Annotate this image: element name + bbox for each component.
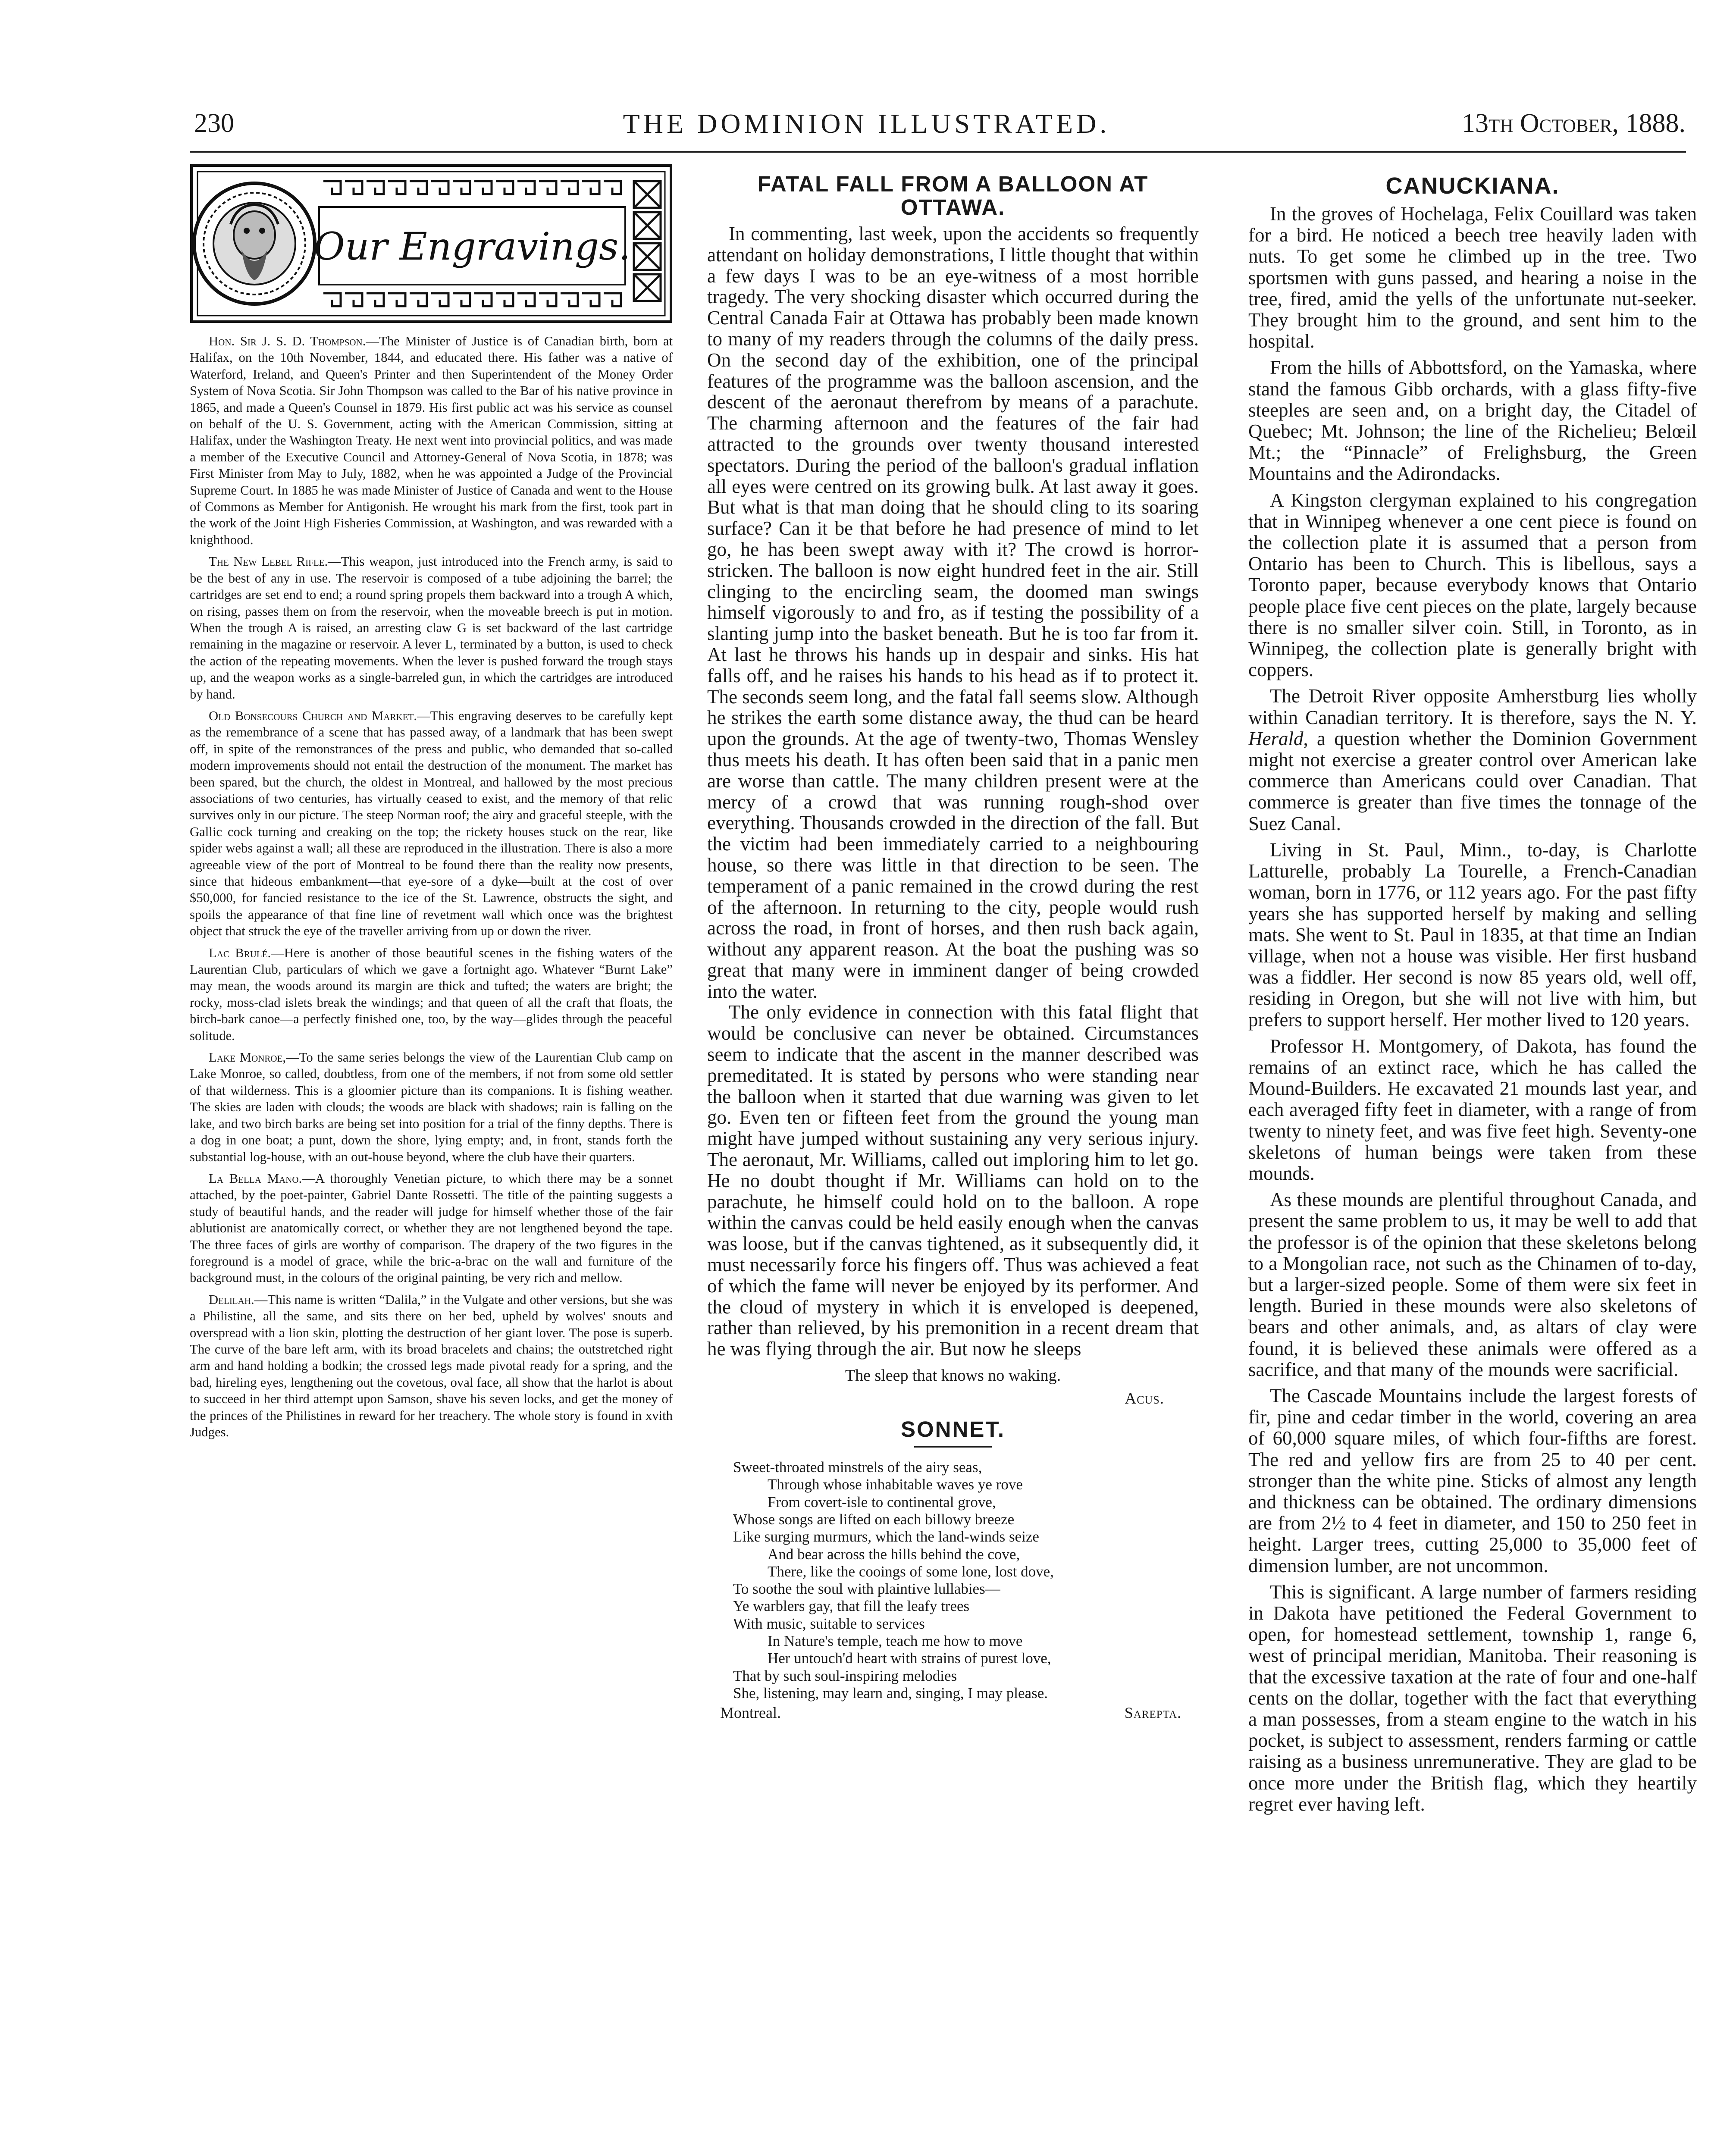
engraving-paragraph (190, 1170, 673, 1286)
face-medallion-icon (194, 183, 315, 304)
poem-line: Her untouch'd heart with strains of purest love, (768, 1650, 1051, 1667)
article-title: FATAL FALL FROM A BALLOON AT OTTAWA. (757, 172, 1149, 219)
engraving-paragraph (190, 333, 673, 548)
poem-line: She, listening, may learn and, singing, I may please. (733, 1684, 1048, 1702)
newspaper-name: Herald (1248, 727, 1304, 749)
news-text: The Detroit River opposite Amherstburg lies wholly within Canadian territory. It is therefore, says the N. Y. (1248, 685, 1697, 728)
page-number: 230 (194, 109, 234, 138)
news-item: The Cascade Mountains include the largest forests of fir, pine and cedar timber in the world, covering an area of 60,000 square miles, of which four-fifths are forest. The red and yellow firs are from 25 to 40 per cent. stronger than the white pine. Sticks of almost any length and thickness can be obtained. The ordinary dimensions are from 2½ to 4 feet in diameter, and 150 to 250 feet in height. Larger trees, cutting 25,000 to 35,000 feet of dimension lumber, are not uncommon. (1248, 1385, 1697, 1576)
paragraph-text: —This weapon, just introduced into the French army, is said to be the best of any in use. The reservoir is composed of a tube adjoining the barrel; the cartridges are set end to end; a round spring propels them backward into a trough A which, on rising, passes them on from the reservoir, when the moveable breech is put in motion. When the trough A is raised, an arresting claw G is set backward of the last cartridge remaining in the magazine or reservoir. A lever L, terminated by a button, is used to check the action of the repeating movements. When the lever is pushed forward the trough stays up, and the weapon works as a single-barreled gun, in which the cartridges are introduced by hand. (190, 554, 673, 702)
paragraph-lead: Lake Monroe, (209, 1050, 286, 1065)
paragraph-text: —A thoroughly Venetian picture, to which there may be a sonnet attached, by the poet-painter, Gabriel Dante Rossetti. The title of the painting suggests a study of beautiful hands, and the reader will judge for himself whether those of the fair ablutionist are anatomically correct, or whether they are not lengthened beyond the tape. The three faces of girls are worthy of comparison. The drapery of the two figures in the foreground is a model of grace, while the bric-a-brac on the wall and furniture of the background must, in the colours of the original painting, be very rich and mellow. (190, 1171, 673, 1285)
engraving-paragraph (190, 708, 673, 940)
article-signature: Acus. (1125, 1390, 1164, 1408)
news-item (1248, 686, 1697, 834)
closing-quote: The sleep that knows no waking. (845, 1366, 1061, 1385)
paragraph-lead: Old Bonsecours Church and Market. (209, 708, 417, 723)
poem-line: Ye warblers gay, that fill the leafy trees (733, 1598, 970, 1615)
paragraph-lead: The New Lebel Rifle. (209, 554, 328, 569)
news-item: Professor H. Montgomery, of Dakota, has found the remains of an extinct race, which he has called the Mound-Builders. He excavated 21 mounds last year, and each averaged fifty feet in diameter, with a range of from twenty to ninety feet, and was five feet high. Seventy-one skeletons of human beings were taken from these mounds. (1248, 1035, 1697, 1184)
balloon-column (707, 164, 1199, 1722)
engraving-paragraph (190, 553, 673, 702)
engraving-paragraph (190, 1291, 673, 1441)
engravings-column (190, 164, 673, 1445)
sonnet-poem (707, 1459, 1199, 1702)
x-box-ornament (634, 181, 661, 301)
engravings-banner (190, 164, 673, 323)
paragraph-text: —To the same series belongs the view of the Laurentian Club camp on Lake Monroe, so called, doubtless, from one of the members, if not from some old settler of that wilderness. This is a gloomier picture than its companions. It is fishing weather. The skies are laden with clouds; the woods are black with shadows; rain is falling on the lake, and two birch barks are being set into position for a trial of the finny depths. There is a dog in one boat; a punt, down the shore, lying empty; and, in front, stands forth the substantial log-house, with an out-house beyond, where the club have their quarters. (190, 1050, 673, 1164)
engraving-paragraph (190, 945, 673, 1044)
poem-line: In Nature's temple, teach me how to move (768, 1633, 1023, 1649)
news-item: This is significant. A large number of farmers residing in Dakota have petitioned the Federal Government to open, for homestead settlement, township 1, range 6, west of principal meridian, Manitoba. Their reasoning is that the excessive taxation at the rate of four and one-half cents on the dollar, together with the fact that everything a man possesses, from a steam engine to the watch in his pocket, is subject to assessment, renders farming or cattle raising as a business unremunerative. They are glad to be once more under the British flag, which they heartily regret ever having left. (1248, 1581, 1697, 1815)
news-item: A Kingston clergyman explained to his congregation that in Winnipeg whenever a one cent piece is found on the collection plate it is assumed that a person from Ontario has been to Church. This is libellous, says a Toronto paper, because everybody knows that Ontario people place five cent pieces on the plate, largely because there is no smaller silver coin. Still, in Toronto, as in Winnipeg, the collection plate is generally bright with coppers. (1248, 489, 1697, 681)
paragraph-text: —Here is another of those beautiful scenes in the fishing waters of the Laurentian Club, particulars of which we gave a fortnight ago. Whatever “Burnt Lake” may mean, the woods around its margin are thick and tufted; the waters are bright; the rocky, moss-clad islets break the windings; and that queen of all the craft that floats, the birch-bark canoe—a perfectly finished one, too, by the way—glides through the peaceful solitude. (190, 945, 673, 1043)
issue-date: 13th October, 1888. (1462, 109, 1686, 138)
sonnet-title: SONNET. (900, 1417, 1006, 1442)
poem-line: Whose songs are lifted on each billowy breeze (733, 1510, 1015, 1528)
poem-line: That by such soul-inspiring melodies (733, 1667, 957, 1684)
header-rule (190, 151, 1686, 153)
poem-line: Like surging murmurs, which the land-winds seize (733, 1528, 1039, 1545)
poem-line: And bear across the hills behind the cove, (768, 1545, 1020, 1563)
poem-line: With music, suitable to services (733, 1615, 925, 1632)
masthead: THE DOMINION ILLUSTRATED. (623, 108, 1110, 139)
paragraph-text: —This name is written “Dalila,” in the Vulgate and other versions, but she was a Philistine, all the same, and sits there on her bed, upheld by wolves' snouts and overspread with a lion skin, plotting the destruction of her giant lover. The pose is superb. The curve of the bare left arm, with its broad bracelets and chains; the outstretched right arm and hand holding a bodkin; the crossed legs made pivotal ready for a spring, and the bad, hireling eyes, lengthening out the covetous, oval face, all show that the harlot is about to succeed in her third attempt upon Samson, shave his seven locks, and get the money of the princes of the Philistines in reward for her treachery. The whole story is found in xvith Judges. (190, 1292, 673, 1439)
news-item: From the hills of Abbottsford, on the Yamaska, where stand the famous Gibb orchards, with a glass fifty-five steeples are seen and, on a bright day, the Citadel of Quebec; Mt. Johnson; the line of the Richelieu; Belœil Mt.; the “Pinnacle” of Frelighsburg, the Green Mountains and the Adirondacks. (1248, 357, 1697, 485)
poem-line: There, like the cooings of some lone, lost dove, (768, 1563, 1054, 1580)
poem-line: To soothe the soul with plaintive lullabies— (733, 1580, 1000, 1598)
paragraph-lead: Delilah. (209, 1292, 254, 1307)
sonnet-author: Sarepta. (1124, 1704, 1181, 1722)
engraving-paragraph (190, 1049, 673, 1165)
article-paragraph: The only evidence in connection with this fatal flight that would be conclusive can never be obtained. Circumstances seem to indicate that the ascent in the manner described was premeditated. It is stated by persons who were standing near the balloon when it started that due warning was given to let go. Even ten or fifteen feet from the ground the young man might have jumped without sustaining any very serious injury. The aeronaut, Mr. Williams, called out imploring him to let go. He no doubt thought if Mr. Williams can hold on to the parachute, he himself could hold on to the balloon. A rope within the canvas could be held easily enough when the canvas was loose, but if the canvas tightened, as it subsequently did, it must necessarily force his fingers off. Thus was achieved a feat of which the fame will never be enjoyed by its performer. And the cloud of mystery in which it is enveloped is deepened, rather than relieved, by his premonition in a recent dream that he was flying through the air. But now he sleeps (707, 1001, 1199, 1360)
title-rule (914, 1446, 992, 1448)
news-text: , a question whether the Dominion Government might not exercise a greater control over American lake commerce than Americans could over Canadian. That commerce is greater than five times the tonnage of the Suez Canal. (1248, 727, 1697, 834)
news-item: Living in St. Paul, Minn., to-day, is Charlotte Latturelle, probably La Tourelle, a French-Canadian woman, born in 1776, or 112 years ago. For the past fifty years she has supported herself by making and selling mats. She went to St. Paul in 1835, at that time an Indian village, when not a house was visible. Her first husband was a fiddler. Her second is now 85 years old, well off, residing in Oregon, but she will not live with him, but prefers to support herself. Her mother lived to 120 years. (1248, 839, 1697, 1031)
section-title: CANUCKIANA. (1385, 173, 1560, 199)
paragraph-text: —This engraving deserves to be carefully kept as the remembrance of a scene that has passed away, of a landmark that has been swept off, in spite of the remonstrances of the press and public, who demanded that so-called modern improvements should not entail the destruction of the monument. The market has been spared, but the church, the oldest in Montreal, and hallowed by the most precious associations of two centuries, has virtually ceased to exist, and the memory of that relic survives only in our picture. The steep Norman roof; the airy and graceful steeple, with the Gallic cock turning and creaking on the top; the rickety houses stuck on the rear, like spider webs against a wall; all these are reproduced in the illustration. There is also a more agreeable view of the port of Montreal to be found there than the reality now presents, since that hideous embankment—that eye-sore of a dyke—built at the cost of over $50,000, for fancied resistance to the ice of the St. Lawrence, obstructs the sight, and spoils the appearance of that fine line of revetment wall which once was the brightest object that struck the eye of the traveller arriving from up or down the river. (190, 708, 673, 939)
canuckiana-column (1248, 164, 1697, 1820)
paragraph-lead: Lac Brulé. (209, 945, 271, 960)
news-item: In the groves of Hochelaga, Felix Couillard was taken for a bird. He noticed a beech tree heavily laden with nuts. To get some he climbed up in the tree. Two sportsmen with guns passed, and hearing a noise in the tree, fired, amid the yells of the unfortunate nut-seeker. They brought him to the ground, and sent him to the hospital. (1248, 203, 1697, 352)
paragraph-lead: La Bella Mano. (209, 1171, 302, 1186)
poem-line: Through whose inhabitable waves ye rove (768, 1476, 1023, 1493)
poem-line: From covert-isle to continental grove, (768, 1493, 996, 1510)
news-item: As these mounds are plentiful throughout Canada, and present the same problem to us, it may be well to add that the professor is of the opinion that these skeletons belong to a Mongolian race, not such as the Chinamen of to-day, but a larger-sized people. Some of them were six feet in length. Buried in these mounds were also skeletons of bears and other animals, and, as altars of clay were found, it is believed these animals were offered as a sacrifice, and that many of the mounds were sacrificial. (1248, 1189, 1697, 1380)
paragraph-lead: Hon. Sir J. S. D. Thompson. (209, 334, 366, 348)
poem-line: Sweet-throated minstrels of the airy seas, (733, 1459, 982, 1476)
sonnet-footer (720, 1704, 1199, 1722)
paragraph-text: —The Minister of Justice is of Canadian birth, born at Halifax, on the 10th November, 1844, and educated there. His father was a native of Waterford, Ireland, and Queen's Printer and then Superintendent of the Money Order System of Nova Scotia. Sir John Thompson was called to the Bar of his native province in 1865, and made a Queen's Counsel in 1879. His first public act was his service as counsel on behalf of the U. S. Government, acting with the American Commission, sitting at Halifax, under the Washington Treaty. He next went into provincial politics, and was made a member of the Executive Council and Attorney-General of Nova Scotia, in 1878; was First Minister from May to July, 1882, when he was appointed a Judge of the Provincial Supreme Court. In 1885 he was made Minister of Justice of Canada and went to the House of Commons as Member for Antigonish. He wrought his mark from the first, took part in the work of the Joint High Fisheries Commission, at Washington, and was rewarded with a knighthood. (190, 334, 673, 547)
banner-title: Our Engravings. (313, 224, 631, 269)
article-paragraph: In commenting, last week, upon the accidents so frequently attendant on holiday demonstrations, I little thought that within a few days I was to be an eye-witness of a most horrible tragedy. The very shocking disaster which occurred during the Central Canada Fair at Ottawa has probably been made known to many of my readers through the columns of the daily press. On the second day of the exhibition, one of the principal features of the programme was the balloon ascension, and the descent of the aeronaut therefrom by means of a parachute. The charming afternoon and the features of the fair had attracted to the grounds over twenty thousand interested spectators. During the period of the balloon's gradual inflation all eyes were centred on its growing bulk. At last away it goes. But what is that man doing that he should cling to its soaring surface? Can it be that before he had presence of mind to let go, he has been swept away with it? The crowd is horror-stricken. The balloon is now eight hundred feet in the air. Still clinging to the encircling seam, the doomed man swings himself vigorously to and fro, as if testing the possibility of a slanting jump into the basket beneath. But he is too far from it. At last he throws his hands up in despair and sinks. His hat falls off, and he raises his hands to his head as if to protect it. The seconds seem long, and the fatal fall seems slow. Although he strikes the earth some distance away, the thud can be heard upon the grounds. At the age of twenty-two, Thomas Wensley thus meets his death. It has often been said that in a panic men are worse than cattle. The many children present were at the mercy of a crowd that was running rough-shod over everything. Thousands crowded in the direction of the fall. But the victim had been immediately carried to a neighbouring house, so there was little in that direction to be seen. The temperament of a panic remained in the crowd during the rest of the afternoon. In returning to the city, people would rush across the road, in front of horses, and then rush back again, without any apparent reason. At the boat the pushing was so great that many were in imminent danger of being crowded into the water. (707, 223, 1199, 1002)
sonnet-place: Montreal. (720, 1704, 781, 1722)
